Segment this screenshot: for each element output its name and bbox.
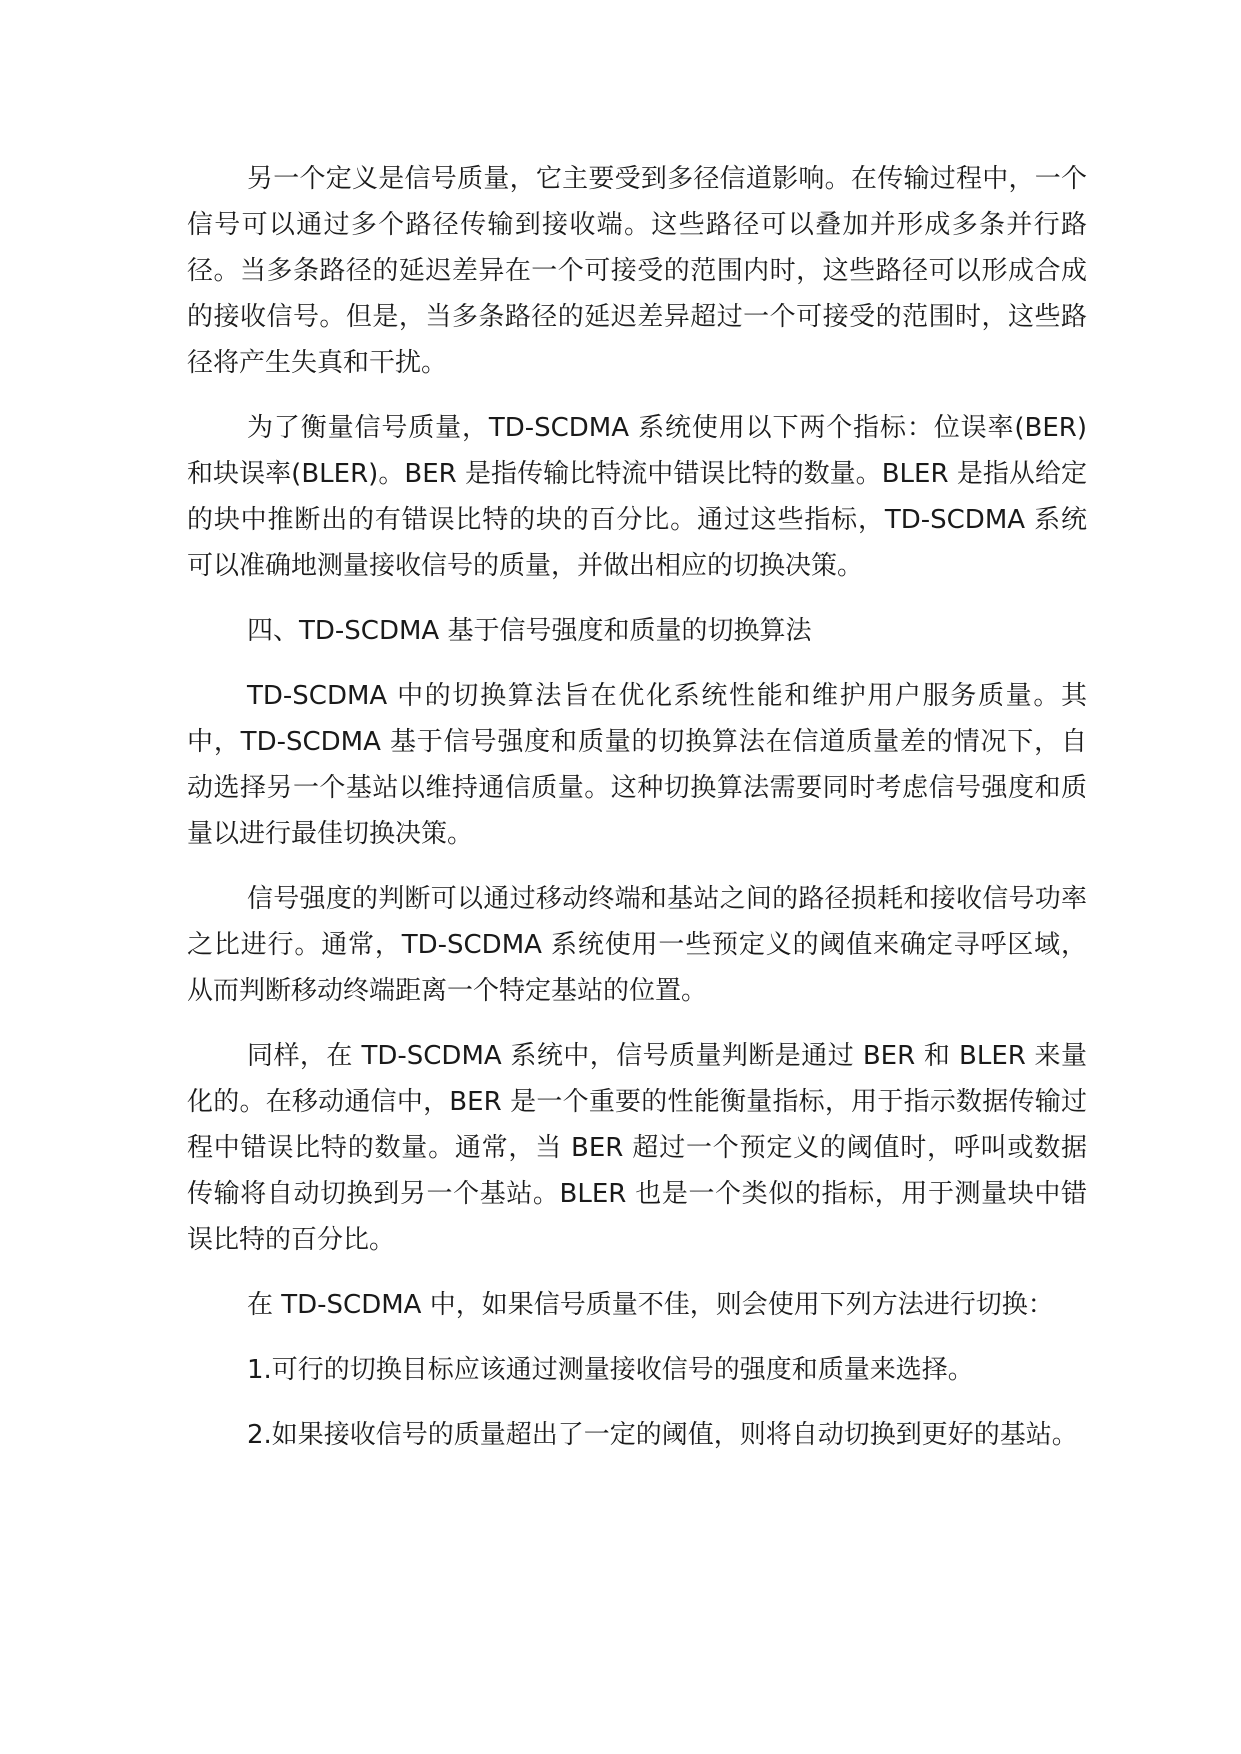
paragraph-signal-quality-definition: 另一个定义是信号质量，它主要受到多径信道影响。在传输过程中，一个信号可以通过多个路径传输到接收端。这些路径可以叠加并形成多条并行路径。当多条路径的延迟差异在一个可接受的范围内时，这些路径可以形成合成的接收信号。但是，当多条路径的延迟差异超过一个可接受的范围时，这些路径将产生失真和干扰。 (187, 164, 1087, 378)
list-item-1: 1.可行的切换目标应该通过测量接收信号的强度和质量来选择。 (247, 1355, 974, 1385)
paragraph-signal-strength: 信号强度的判断可以通过移动终端和基站之间的路径损耗和接收信号功率之比进行。通常，TD-SCDMA 系统使用一些预定义的阈值来确定寻呼区域，从而判断移动终端距离一个特定基站的位置。 (187, 884, 1087, 1006)
paragraph-handover-methods-intro: 在 TD-SCDMA 中，如果信号质量不佳，则会使用下列方法进行切换： (247, 1290, 1054, 1320)
paragraph-ber-bler-metrics: 为了衡量信号质量，TD-SCDMA 系统使用以下两个指标：位误率(BER)和块误率(BLER)。BER 是指传输比特流中错误比特的数量。BLER 是指从给定的块中推断出的有错误比特的块的百分比。通过这些指标，TD-SCDMA 系统可以准确地测量接收信号的质量，并做出相应的切换决策。 (187, 413, 1087, 581)
section-heading: 四、TD-SCDMA 基于信号强度和质量的切换算法 (247, 616, 812, 646)
paragraph-signal-quality-judgement: 同样，在 TD-SCDMA 系统中，信号质量判断是通过 BER 和 BLER 来量化的。在移动通信中，BER 是一个重要的性能衡量指标，用于指示数据传输过程中错误比特的数量。通常，当 BER 超过一个预定义的阈值时，呼叫或数据传输将自动切换到另一个基站。BLER 也是一个类似的指标，用于测量块中错误比特的百分比。 (187, 1041, 1087, 1255)
paragraph-handover-algorithm: TD-SCDMA 中的切换算法旨在优化系统性能和维护用户服务质量。其中，TD-SCDMA 基于信号强度和质量的切换算法在信道质量差的情况下，自动选择另一个基站以维持通信质量。这种切换算法需要同时考虑信号强度和质量以进行最佳切换决策。 (187, 681, 1087, 849)
document-body (187, 156, 1087, 1477)
list-item-2: 2.如果接收信号的质量超出了一定的阈值，则将自动切换到更好的基站。 (247, 1420, 1078, 1450)
